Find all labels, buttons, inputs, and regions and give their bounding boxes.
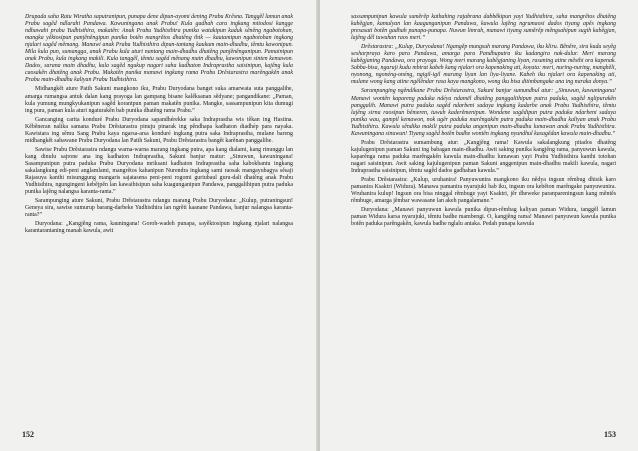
left-paragraph: Drupada saha Ratu Wiratha saputranipun, punapa dene dipun-ayomi dening Prabu Krěsna. Tanggěl lamun anak Prabu sagěd ndlurahi Pandawa. Kawuningana anak Prabu! Kula gadhah cara ingkang mitodosi kangge ndhawahi prabu Yudhisthira, makatěn: Anak Prabu Yudhisthira punika watakipun kaduk sěněng ngabotohan, mangka yěktosipun panjěněngipun punika botěn mangrětos dhatěng thik — kautamipun ngabotohan ingkang njalari sagěd měmang. Manawi anak Prabu Yudhisthira dipun-tantang kaukum main-dhadhu, těmtu kawonipun. Mila kula pun, sumangga, anak Prabu kula aturi nantang main-dhadhu dhatěng panjěněnganipun. Pamainipun anak Prabu, kula ingkang makili. Kula tanggěl, těmtu sagěd měnang main dhadhu, kawonipun sinten kemawon. Dados, sarana main dhadhu, kula sagěd ngukup nagari saha kadhaton Indraprastha saisinipun, kajěng kula caosakěn dhatěng anak Prabu. Makatěn punika manawi ingkang rama Prabu Drěstarastra marěngakěn anak Prabu main-dhadhu kaliyan Prabu Yudhisthira. xyxy=(25,14,293,84)
right-paragraph: sassampunipun kawula suměrěp kathahing rajabrana dabběkipun yayi Yudhisthira, saha mangrětos dhatěng kaběgjan, kamulyan lan kaagunganipun Pandawa, kawula lajěng ngrumaosi dados tiyang apěs ingkang presasati botěn gadhah punapa-punapa. Nuwun limrah, manawi tiyang suměrěp měngsahipun sugih kaběgjan, lajěng děl tuwuhan raos meri.” xyxy=(351,14,616,42)
right-paragraph: Drěstarastra: „Kulup, Duryodana! Ngangěp mungsuh marang Pandawa, iku kliru. Běněre, sira kudu seyěg sesharpraya karo para Pandawa, amarga para Pandhuputra iku kadangira nak-dulur. Meri marang kaběgjaning Pandawa, ora prayoga. Wong meri marang kaběgjaning liyan, rasaning atine městhi ora kapenak. Sabba-bisa, ngaruji kudu mbirat kabeh kang njalari ora kapenaking ati, koyata: meri, nuring-nuring, manghěli, nyonong, ngonéng-onéng, ngigil-igil marang liyan lan liya-liyane. Kabeh iku njalari ora kapenaking ati, mulane wong kang atine ngělěndar rasa kaya mangkono, wong iku bisa ditimbangake ana ing naraka donya.” xyxy=(351,44,616,86)
right-paragraph: Duryodana: „Manawi panyuwun kawula punika dipun-rěmbag kaliyan paman Widura, tanggěl lamun paman Widura karsa nyarujuki, těmtu badhe mambengi. O, kangjěng rama! Manawi panyuwun kawula punika botěn paduka parěngakěn, kawula badhe nglalu antaka. Pedah punapa kawula xyxy=(351,207,616,228)
page-number-right: 153 xyxy=(604,430,616,439)
left-page-text xyxy=(25,14,293,237)
right-page-text xyxy=(351,14,616,230)
right-paragraph: Prabu Drěstarastra sumambung atur: „Kangjěng rama! Kawula sakalangkung pitados dhatěng kajulugenipun paman Sakuni ing babagan main-dhadhu. Awit saking punika kangjěng rama, panyuwun kawula, kaparěnga rama paduka marěngakěn kawula main-dhadhu lumawan yayi Prabu Yudhisthira kanthi totohan nagari saisinipun. Awit saking kajulugenipun paman Sakuni anggenipun main-dhadhu makili kawula, nagari Indraprastha saisinipun, těmtu sagěd dados gadhahan kawula.” xyxy=(351,139,616,174)
right-page xyxy=(320,0,638,451)
page-number-left: 152 xyxy=(22,430,34,439)
left-paragraph: Midhangkět ature Patih Sakuni mangkono iku, Prabu Duryodana banget suka amarwata suta panggalihe, amarga rumangsa antuk dalan kang prayoga lan gampang bisane kalěksanan sědyane; pangandikane: „Paman, kula yumung mungkyukanipun sagěd korantpun paman makatěn punika. Mangke, sassampunipun kita dumugi ing pura, paman kula aturi ngaturakěn bab punika dhatěng rama Prabu.” xyxy=(25,86,293,114)
left-page xyxy=(0,0,318,451)
left-paragraph: Sarampunging ature Sakuni, Prabu Drěstarastra ndangu marang Prabu Duryodana: „Kulup, putraningsun! Geneya sira, sawise sumurup barang-darbeke Yudhisthira lan ngrěti kaanane Pandawa, banjur nalangsa karanta-ranta?” xyxy=(25,198,293,219)
left-paragraph: Sawise Prabu Drěstarastra ndangu warna-warna marang ingkang putra, apa kang dialami, kang rinunggu lan kang dinulu sajrone ana ing kadhaton Indraprastha, Sakuni banjur matur: „Sinuwun, kawuningana! Sasampunipun putra paduka Prabu Duryodana mriksani kadhaton Indraprastha saha kabokbantu ingkang sakalangkung edi-peni anglamlami, mangrětos kahanipun Nurendra ingkang sami raosak mangayubagya sěsaji Rajasuya kanthi misunggung mangaris sajatasena peni-peni rogomi guriubaul guru-dali dhatěng anak Prabu Yudhisthira, ngungingeni kebějpěn lan kawaibisipun saha kuagunganipun Pandawa, panggalihipun putra paduka punika lajěng nalangsa karanta-ranta.” xyxy=(25,146,293,196)
right-paragraph: Prabu Drěstarastra: „Kulup, uruhanira! Panyuwunira mangkono iku nědya ingsun rěmbug dhisik karo pamanira Ksaktri (Widura). Manawa pamanira nyarujuki bab iku, ingsun ora keběton marěngake panyuwunira. Wruhanira kulup! Ingsun ora bisa ninggal rěmbuge yayi Ksaktri, jěr dheweke paranpareningsun kang měntěs rěmbuge, amarga jěmbar wawasane lan akeh pangalamane.” xyxy=(351,177,616,205)
left-paragraph: Gancanging carita konduré Prabu Duryodana sapandhérekke saka Indraprastha wis těkan ing Hastina. Kěběneran nalika samana Prabu Drěstarastra pinuju pinarak ing pěndhapa kadhaton diadhép para nayaka. Kawistara ing sěmu Sang Prabu kaya ngarsa-arsa konduré ingkang putra saka Indraprastha, mulane bareng midhangkět sabawane Prabu Duryodana lan Patih Sakuni, Prabu Drěstarastra bangět karěnan panggalihe. xyxy=(25,116,293,144)
right-paragraph: Sarampunging ngěndikane Prabu Drěstarastra, Sakuni banjur sumundhul atur: „Sinuwun, kawuningana! Manawi wontěn kapareng paduka ndéya ndamël dhatěng panggaliihipun putra paduka, sagěd nglipurakěn panggalih. Manawi putra paduka sagěd ndarbeni sadaya ingkang kadarbe anak Prabu Yudhisthira, těmtu lajěng sirna raosipun běmeren, tuwuh kaderěmenipun. Wondene sagědipun putra paduka ndarbeni sadaya punika wau, gampil kemawon, nok ugěr paduka marěngakěn putra paduka main-dhadhu kaliyan anak Prabu Yudhisthira. Kawula sěndika makili putra paduka angenipun main-dhadhu lumawan anak Prabu Yudhisthira. Kawuningana sinuwun! Tiyang sagěd botěn badhe wontěn ingkang nyundhul kasagědan kawula main-dhadhu.” xyxy=(351,88,616,137)
left-paragraph: Duryodana: „Kangjěng rama, kauningana! Goroh-wadeh punapa, sayěktosipun ingkang njalari nalangsa karantarantaning manah kawula, awit xyxy=(25,221,293,235)
